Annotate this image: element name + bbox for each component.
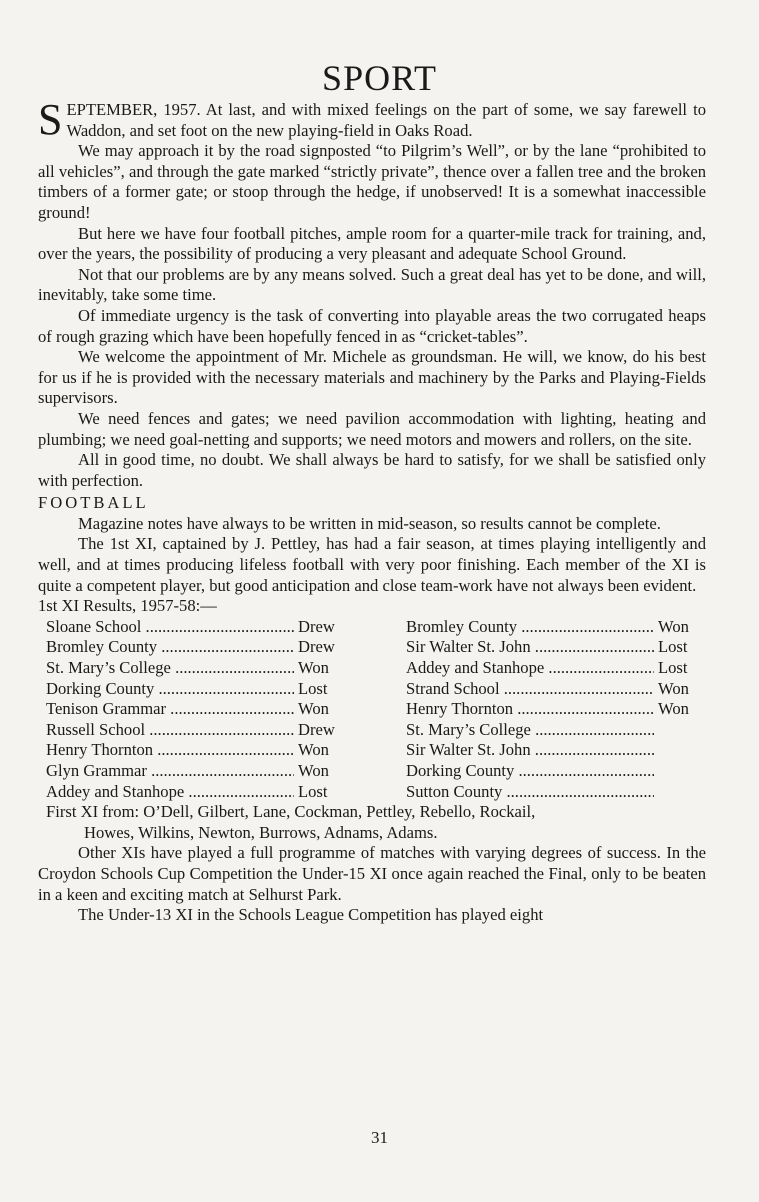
result-row: Sloane School ..... Drew [46, 617, 346, 638]
result-row: Glyn Grammar ..... Won [46, 761, 346, 782]
result-row: Strand School ..... Won [406, 679, 706, 700]
result-row: Addey and Stanhope ..... Lost [46, 782, 346, 803]
intro-paragraph-1: SEPTEMBER, 1957. At last, and with mixed feelings on the part of some, we say farewell to Waddon, and set foot on the new playing-field in Oaks Road. [38, 95, 706, 144]
result-row: Sir Walter St. John ..... Lost [406, 637, 706, 658]
result-row: Bromley County ..... Won [406, 617, 706, 638]
results-label: 1st XI Results, 1957-58:— [38, 596, 217, 616]
intro-paragraph-5: Of immediate urgency is the task of converting into playable areas the two corrugated heaps of rough grazing which have been hopefully fenced in as “cricket-tables”. [38, 305, 706, 346]
result-row: Henry Thornton ..... Won [406, 699, 706, 720]
intro-paragraph-2: We may approach it by the road signposted “to Pilgrim’s Well”, or by the lane “prohibited to all vehicles”, and through the gate marked “strictly private”, thence over a fallen tree and the broken timbers of a former gate; or stoop through the hedge, if unobserved! It is a somewhat inaccessible ground! [38, 141, 706, 222]
result-row: St. Mary’s College ..... Won [46, 658, 346, 679]
results-table [46, 617, 706, 802]
intro-paragraph-8: All in good time, no doubt. We shall always be hard to satisfy, for we shall be satisfied only with perfection. [38, 450, 706, 490]
result-row: Sir Walter St. John ..... [406, 740, 706, 761]
result-row: Dorking County ..... [406, 761, 706, 782]
result-row: Tenison Grammar ..... Won [46, 699, 346, 720]
football-paragraph-2: The 1st XI, captained by J. Pettley, has had a fair season, at times playing intelligently and well, and at times producing lifeless football with very poor finishing. Each member of the XI is quite a competent player, but good anticipation and close team-work have not always been evident. [38, 534, 706, 595]
intro-paragraph-7: We need fences and gates; we need pavilion accommodation with lighting, heating and plumbing; we need goal-netting and supports; we need motors and mowers and rollers, on the site. [38, 408, 706, 449]
result-row: Russell School ..... Drew [46, 720, 346, 741]
intro-paragraph-4: Not that our problems are by any means solved. Such a great deal has yet to be done, and will, inevitably, take some time. [38, 264, 706, 305]
sport-intro [38, 95, 706, 926]
first-xi-list: First XI from: O’Dell, Gilbert, Lane, Cockman, Pettley, Rebello, Rockail, Howes, Wilkins, Newton, Burrows, Adnams, Adams. [46, 802, 536, 842]
football-heading: FOOTBALL [38, 493, 149, 513]
page-title: SPORT [322, 58, 437, 98]
football-paragraph-3: Other XIs have played a full programme of matches with varying degrees of success. In the Croydon Schools Cup Competition the Under-15 XI once again reached the Final, only to be beaten in a keen and exciting match at Selhurst Park. [38, 843, 706, 904]
intro-paragraph-3: But here we have four football pitches, ample room for a quarter-mile track for training, and, over the years, the possibility of producing a very pleasant and adequate School Ground. [38, 223, 706, 264]
football-paragraph-4: The Under-13 XI in the Schools League Competition has played eight [78, 905, 544, 925]
result-row: Dorking County ..... Lost [46, 679, 346, 700]
result-row: Sutton County ..... [406, 782, 706, 803]
result-row: Henry Thornton ..... Won [46, 740, 346, 761]
drop-cap: S [38, 95, 63, 144]
football-paragraph-1: Magazine notes have always to be written in mid-season, so results cannot be complete. [78, 513, 661, 533]
results-column-right [406, 617, 706, 802]
result-row: Bromley County ..... Drew [46, 637, 346, 658]
page-number: 31 [371, 1128, 388, 1147]
results-column-left [46, 617, 346, 802]
result-row: St. Mary’s College ..... [406, 720, 706, 741]
intro-paragraph-6: We welcome the appointment of Mr. Michele as groundsman. He will, we know, do his best for us if he is provided with the necessary materials and machinery by the Parks and Playing-Fields supervisors. [38, 347, 706, 408]
result-row: Addey and Stanhope ..... Lost [406, 658, 706, 679]
